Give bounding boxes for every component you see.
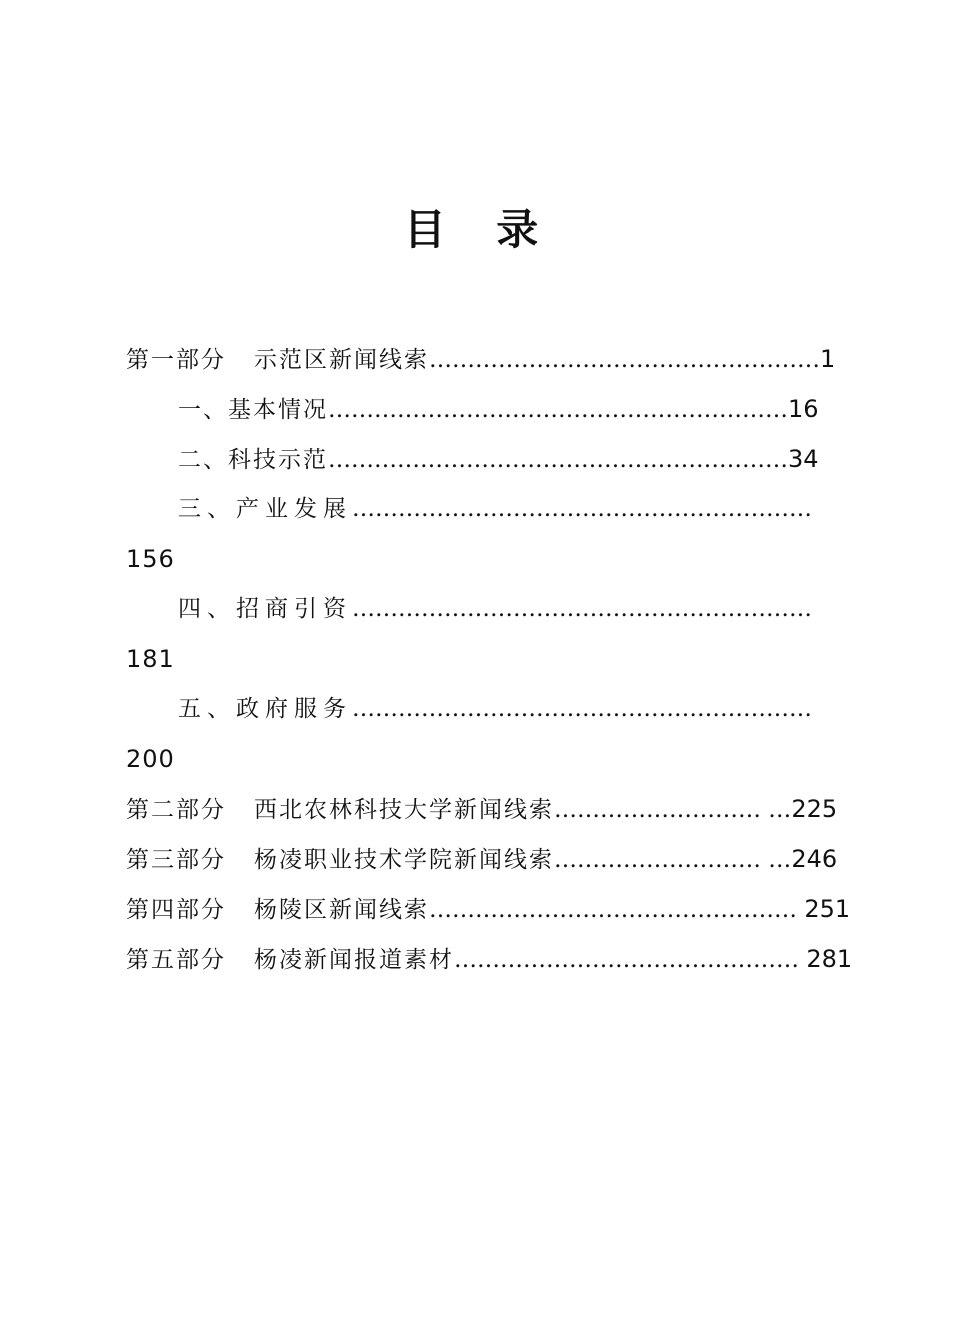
toc-leader-dots: ……………………… … — [554, 847, 792, 873]
toc-part-label: 第二部分 — [126, 797, 226, 823]
toc-entry-section-1[interactable] — [126, 384, 831, 434]
toc-leader-dots: …………………………………………………… — [352, 596, 812, 622]
toc-leader-dots: …………………………………………… — [429, 347, 820, 373]
toc-entry-text: 杨凌新闻报道素材 — [254, 947, 454, 973]
toc-entry-section-2[interactable] — [126, 434, 831, 484]
toc-leader-dots: ………………………………………… — [429, 897, 805, 923]
toc-page-number: 281 — [806, 945, 853, 973]
toc-entry-part-2[interactable] — [126, 784, 838, 834]
toc-leader-dots: …………………………………………………… — [328, 447, 788, 473]
toc-part-label: 第三部分 — [126, 847, 226, 873]
toc-entry-section-3[interactable] — [126, 484, 831, 534]
toc-page-number: 16 — [788, 395, 819, 423]
toc-page-number: 246 — [791, 845, 838, 873]
toc-page-number: 225 — [791, 795, 838, 823]
toc-page-number-wrapped: 156 — [126, 545, 175, 573]
toc-leader-dots: ……………………………………… — [454, 947, 807, 973]
toc-entry-text: 三、产业发展 — [178, 496, 352, 522]
toc-page-number-wrapped: 200 — [126, 745, 175, 773]
toc-entry-part-3[interactable] — [126, 834, 838, 884]
toc-leader-dots: …………………………………………………… — [328, 397, 788, 423]
toc-entry-section-5[interactable] — [126, 684, 831, 734]
toc-page-number: 34 — [788, 445, 819, 473]
page-title: 目 录 — [403, 205, 557, 254]
toc-entry-section-4[interactable] — [126, 584, 831, 634]
toc-page-number: 1 — [820, 345, 836, 373]
toc-entry-text: 四、招商引资 — [178, 596, 352, 622]
toc-entry-part-1[interactable] — [126, 334, 836, 384]
toc-part-label: 第四部分 — [126, 897, 226, 923]
toc-entry-part-4[interactable] — [126, 884, 851, 934]
toc-leader-dots: …………………………………………………… — [352, 496, 812, 522]
toc-entry-part-5[interactable] — [126, 934, 853, 984]
toc-page-number: 251 — [804, 895, 851, 923]
toc-part-label: 第一部分 — [126, 347, 226, 373]
toc-entry-text: 二、科技示范 — [178, 447, 328, 473]
table-of-contents — [126, 334, 853, 984]
toc-leader-dots: ……………………… … — [554, 797, 792, 823]
toc-entry-text: 杨凌职业技术学院新闻线索 — [254, 847, 554, 873]
toc-page-number-wrapped: 181 — [126, 645, 175, 673]
toc-entry-text: 示范区新闻线索 — [254, 347, 429, 373]
toc-entry-text: 杨陵区新闻线索 — [254, 897, 429, 923]
toc-entry-text: 五、政府服务 — [178, 696, 352, 722]
toc-part-label: 第五部分 — [126, 947, 226, 973]
toc-entry-text: 一、基本情况 — [178, 397, 328, 423]
toc-leader-dots: …………………………………………………… — [352, 696, 812, 722]
toc-entry-text: 西北农林科技大学新闻线索 — [254, 797, 554, 823]
